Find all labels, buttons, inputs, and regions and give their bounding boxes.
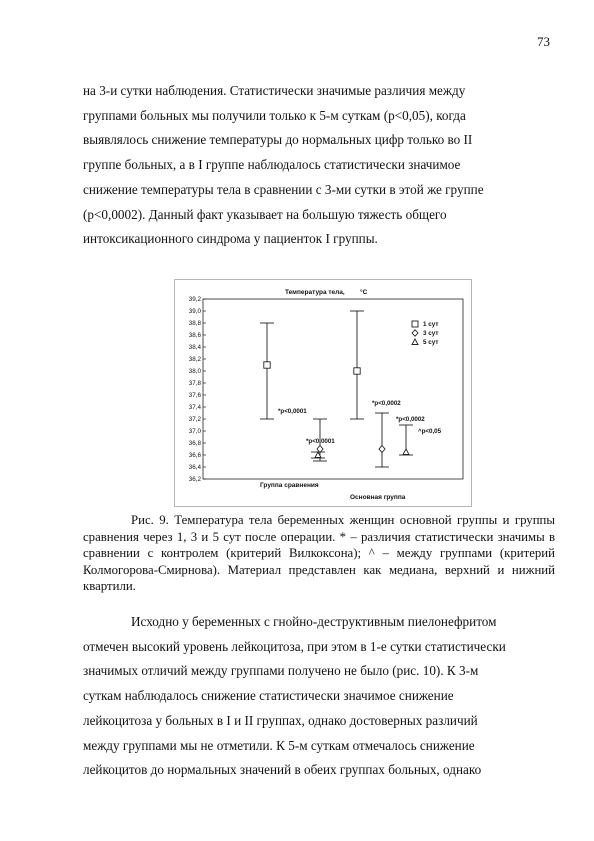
y-tick-label: 39,2 xyxy=(188,296,201,304)
y-tick-label: 37,8 xyxy=(188,380,201,388)
text-line: выявлялось снижение температуры до нормальных цифр только во II xyxy=(83,132,473,148)
text-line: значимых отличий между группами получено не было (рис. 10). К 3-м xyxy=(83,663,479,679)
y-tick-label: 36,2 xyxy=(188,476,201,484)
legend-label: 3 сут xyxy=(423,330,439,338)
y-tick-label: 36,4 xyxy=(188,464,201,472)
text-line: снижение температуры тела в сравнении с 3-ми сутки в этой же группе xyxy=(83,181,484,197)
text-line: группами больных мы получили только к 5-м суткам (р<0,05), когда xyxy=(83,107,466,123)
median-marker-square xyxy=(354,368,360,374)
y-tick-label: 37,2 xyxy=(188,416,201,424)
text-line: отмечен высокий уровень лейкоцитоза, при этом в 1-е сутки статистически xyxy=(83,638,506,654)
legend-label: 1 сут xyxy=(423,321,439,329)
significance-label: *p<0,0001 xyxy=(278,408,307,415)
text-line: группе больных, а в I группе наблюдалось статистически значимое xyxy=(83,157,461,173)
significance-label: *p<0,0002 xyxy=(396,416,425,423)
text-line: суткам наблюдалось снижение статистически значимое снижение xyxy=(83,688,454,704)
y-tick-label: 37,4 xyxy=(188,404,201,412)
y-tick-label: 36,6 xyxy=(188,452,201,460)
chart-title: Температура тела, xyxy=(285,289,345,296)
page-number: 73 xyxy=(537,34,550,49)
text-line: интоксикационного синдрома у пациенток I группы. xyxy=(83,231,378,247)
chart-svg xyxy=(175,280,471,506)
chart-unit: °С xyxy=(360,289,368,296)
significance-label: *p<0,0002 xyxy=(372,400,401,407)
y-tick-label: 38,8 xyxy=(188,320,201,328)
y-tick-label: 39,0 xyxy=(188,308,201,316)
y-tick-label: 38,2 xyxy=(188,356,201,364)
y-tick-label: 38,6 xyxy=(188,332,201,340)
paragraph-1 xyxy=(83,79,555,252)
legend-label: 5 сут xyxy=(423,339,439,347)
significance-label: ^p<0,05 xyxy=(418,428,442,435)
y-tick-label: 38,4 xyxy=(188,344,201,352)
legend-marker-triangle xyxy=(412,339,418,345)
text-line: лейкоцитоза у больных в I и II группах, однако достоверных различий xyxy=(83,712,478,728)
significance-label: *p<0,0001 xyxy=(306,438,335,445)
text-line: лейкоцитов до нормальных значений в обеих группах больных, однако xyxy=(83,762,482,778)
text-line: на 3-и сутки наблюдения. Статистически значимые различия между xyxy=(83,83,466,98)
median-marker-diamond xyxy=(379,446,385,453)
paragraph-2 xyxy=(83,610,555,783)
text-line: Исходно у беременных с гнойно-деструктивным пиелонефритом xyxy=(131,614,497,629)
median-marker-triangle xyxy=(403,449,409,455)
x-label-group-1: Группа сравнения xyxy=(260,482,319,489)
median-marker-square xyxy=(264,362,270,368)
figure-temperature-chart xyxy=(174,279,472,507)
text-line: между группами мы не отметили. К 5-м суткам отмечалось снижение xyxy=(83,737,475,753)
y-tick-label: 37,6 xyxy=(188,392,201,400)
x-label-group-2: Основная группа xyxy=(350,494,406,501)
y-tick-label: 37,0 xyxy=(188,428,201,436)
y-tick-label: 36,8 xyxy=(188,440,201,448)
legend-marker-diamond xyxy=(412,330,418,336)
y-tick-label: 38,0 xyxy=(188,368,201,376)
legend-marker-square xyxy=(412,321,418,327)
text-line: (р<0,0002). Данный факт указывает на большую тяжесть общего xyxy=(83,206,447,222)
figure-caption: Рис. 9. Температура тела беременных женщин основной группы и группы сравнения через 1, 3 и 5 сут после операции. * – различия статистически значимы в сравнении с контролем (критерий Вилкоксона); ^ – между группами (критерий Колмогорова-Смирнова). Материал представлен как медиана, верхний и нижний квартили. xyxy=(83,513,555,594)
